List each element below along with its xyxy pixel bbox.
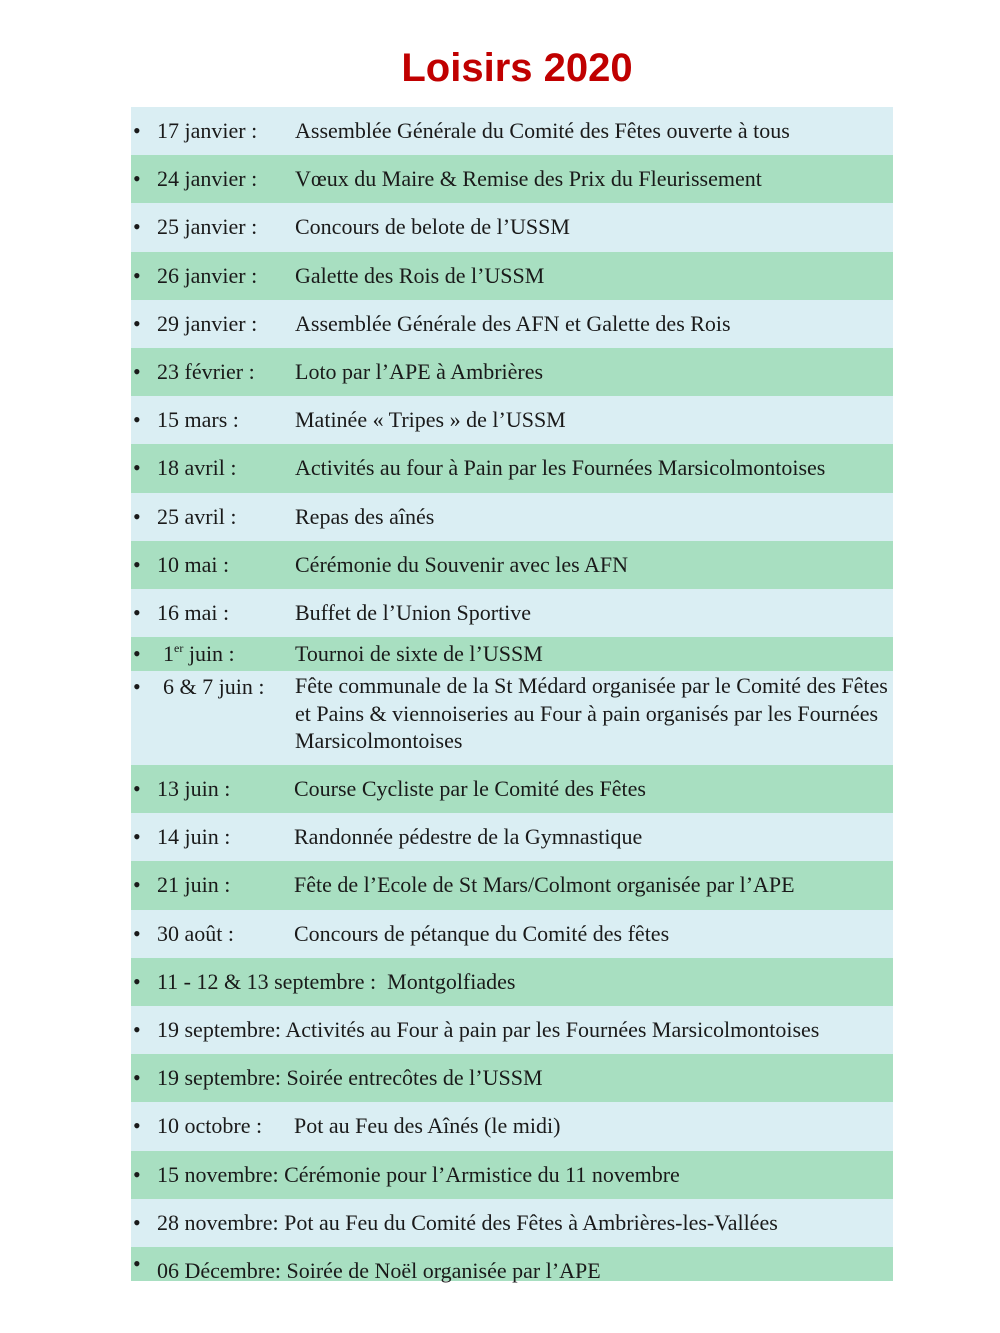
bullet: • bbox=[133, 407, 141, 433]
bullet: • bbox=[133, 214, 141, 240]
events-list bbox=[131, 107, 893, 1281]
list-item bbox=[131, 910, 893, 958]
event-date: 19 septembre: bbox=[157, 1065, 282, 1091]
event-description: Galette des Rois de l’USSM bbox=[295, 262, 545, 288]
bullet: • bbox=[133, 776, 141, 802]
list-item bbox=[131, 252, 893, 300]
event-date-number: 1 bbox=[163, 641, 174, 667]
event-date: 11 - 12 & 13 septembre : bbox=[157, 968, 377, 994]
event-description: Randonnée pédestre de la Gymnastique bbox=[294, 824, 643, 850]
bullet: • bbox=[133, 599, 141, 625]
event-description: Course Cycliste par le Comité des Fêtes bbox=[294, 776, 646, 802]
bullet: • bbox=[133, 118, 141, 143]
bullet: • bbox=[133, 1250, 141, 1276]
event-description: Repas des aînés bbox=[295, 503, 435, 529]
event-description: Activités au Four à pain par les Fournées Marsicolmontoises bbox=[285, 1017, 820, 1042]
event-description: Assemblée Générale des AFN et Galette des Rois bbox=[295, 310, 731, 336]
event-description: Cérémonie pour l’Armistice du 11 novembre bbox=[284, 1161, 680, 1187]
event-date: 25 avril : bbox=[157, 503, 237, 529]
bullet: • bbox=[133, 872, 141, 898]
event-date: 17 janvier : bbox=[157, 118, 258, 143]
bullet: • bbox=[133, 262, 141, 288]
list-item bbox=[131, 1247, 893, 1281]
list-item bbox=[131, 107, 893, 155]
bullet: • bbox=[133, 1209, 141, 1235]
event-description: Loto par l’APE à Ambrières bbox=[295, 358, 544, 384]
list-item bbox=[131, 958, 893, 1006]
event-date: 10 mai : bbox=[157, 551, 230, 577]
bullet: • bbox=[133, 1161, 141, 1187]
event-description: Vœux du Maire & Remise des Prix du Fleurissement bbox=[295, 166, 762, 192]
page-title: Loisirs 2020 bbox=[401, 46, 633, 90]
list-item bbox=[131, 671, 893, 765]
list-item bbox=[131, 813, 893, 861]
event-date: 23 février : bbox=[157, 358, 255, 384]
event-description: Soirée de Noël organisée par l’APE bbox=[286, 1257, 601, 1283]
event-date: 21 juin : bbox=[157, 872, 231, 898]
event-description: Activités au four à Pain par les Fournées Marsicolmontoises bbox=[295, 455, 826, 481]
event-date: 10 octobre : bbox=[157, 1113, 263, 1139]
bullet: • bbox=[133, 1017, 141, 1042]
event-description: Fête communale de la St Médard organisée par le Comité des Fêtes et Pains & viennoiseries au Four à pain organisés par les Fournées Marsicolmontoises bbox=[295, 673, 888, 754]
event-description: Fête de l’Ecole de St Mars/Colmont organisée par l’APE bbox=[294, 872, 795, 898]
bullet: • bbox=[133, 310, 141, 336]
event-date: 06 Décembre: bbox=[157, 1257, 281, 1283]
event-description: Assemblée Générale du Comité des Fêtes ouverte à tous bbox=[295, 118, 790, 143]
event-date: 18 avril : bbox=[157, 455, 237, 481]
list-item bbox=[131, 155, 893, 203]
list-item bbox=[131, 444, 893, 492]
bullet: • bbox=[133, 551, 141, 577]
event-date-month: juin : bbox=[183, 641, 235, 667]
bullet: • bbox=[133, 674, 141, 700]
bullet: • bbox=[133, 1065, 141, 1091]
event-date: 13 juin : bbox=[157, 776, 231, 802]
event-description: Buffet de l’Union Sportive bbox=[295, 599, 532, 625]
list-item bbox=[131, 1151, 893, 1199]
list-item bbox=[131, 637, 893, 671]
bullet: • bbox=[133, 358, 141, 384]
event-date bbox=[163, 634, 235, 674]
event-description: Pot au Feu du Comité des Fêtes à Ambrières-les-Vallées bbox=[284, 1209, 778, 1235]
event-date: 29 janvier : bbox=[157, 310, 258, 336]
event-description: Concours de belote de l’USSM bbox=[295, 214, 570, 240]
list-item bbox=[131, 1102, 893, 1150]
event-date: 6 & 7 juin : bbox=[163, 674, 265, 700]
bullet: • bbox=[133, 968, 141, 994]
list-item bbox=[131, 765, 893, 813]
bullet: • bbox=[133, 920, 141, 946]
event-date-superscript: er bbox=[174, 641, 184, 656]
event-description: Soirée entrecôtes de l’USSM bbox=[286, 1065, 543, 1091]
event-date: 15 mars : bbox=[157, 407, 239, 433]
bullet: • bbox=[133, 824, 141, 850]
list-item bbox=[131, 861, 893, 909]
bullet: • bbox=[133, 1113, 141, 1139]
event-date: 15 novembre: bbox=[157, 1161, 279, 1187]
list-item bbox=[131, 493, 893, 541]
list-item bbox=[131, 589, 893, 637]
event-description: Montgolfiades bbox=[387, 968, 516, 994]
list-item bbox=[131, 1054, 893, 1102]
list-item bbox=[131, 1006, 893, 1054]
list-item bbox=[131, 300, 893, 348]
event-description: Pot au Feu des Aînés (le midi) bbox=[294, 1113, 561, 1139]
list-item bbox=[131, 396, 893, 444]
list-item bbox=[131, 348, 893, 396]
event-date: 19 septembre: bbox=[157, 1017, 282, 1042]
bullet: • bbox=[133, 503, 141, 529]
event-date: 24 janvier : bbox=[157, 166, 258, 192]
event-date: 30 août : bbox=[157, 920, 234, 946]
event-date: 14 juin : bbox=[157, 824, 231, 850]
bullet: • bbox=[133, 166, 141, 192]
event-date: 28 novembre: bbox=[157, 1209, 279, 1235]
event-description: Tournoi de sixte de l’USSM bbox=[295, 641, 543, 667]
list-item bbox=[131, 1199, 893, 1247]
list-item bbox=[131, 541, 893, 589]
list-item bbox=[131, 203, 893, 251]
bullet: • bbox=[133, 455, 141, 481]
event-date: 25 janvier : bbox=[157, 214, 258, 240]
event-description: Matinée « Tripes » de l’USSM bbox=[295, 407, 566, 433]
bullet: • bbox=[133, 641, 141, 667]
event-date: 26 janvier : bbox=[157, 262, 258, 288]
event-description: Cérémonie du Souvenir avec les AFN bbox=[295, 551, 628, 577]
event-description: Concours de pétanque du Comité des fêtes bbox=[294, 920, 670, 946]
event-date: 16 mai : bbox=[157, 599, 230, 625]
